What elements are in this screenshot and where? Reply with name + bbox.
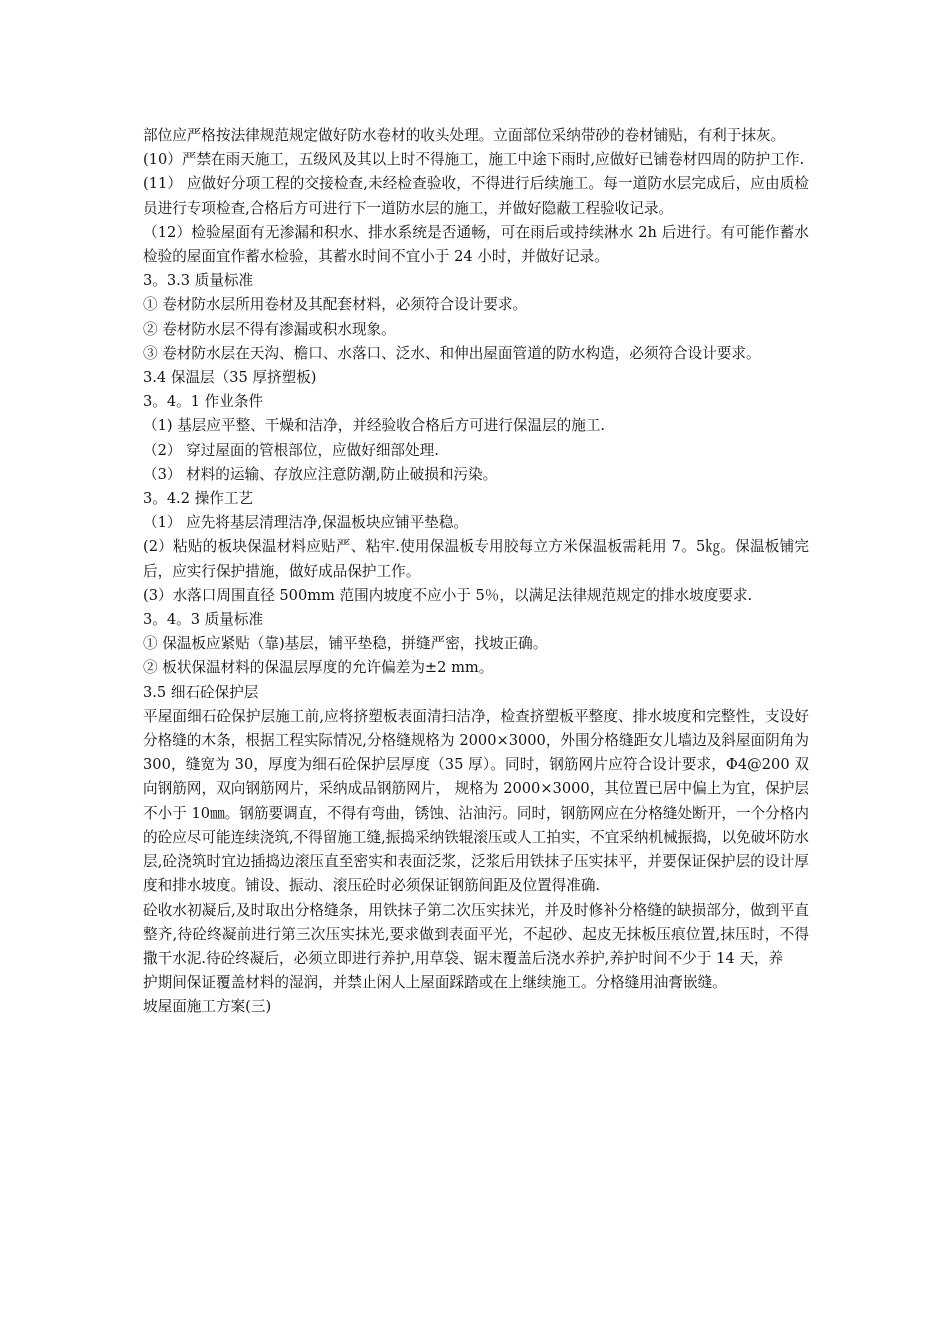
list-item-quality-3: ③ 卷材防水层在天沟、檐口、水落口、泛水、和伸出屋面管道的防水构造，必须符合设计要求。 — [143, 344, 761, 362]
list-item-process-2: (2）粘贴的板块保温材料应贴严、粘牢.使用保温板专用胶每立方米保温板需耗用 7。5㎏。保温板铺完后，应实行保护措施，做好成品保护工作。 — [143, 538, 809, 580]
list-item-condition-2: （2） 穿过屋面的管根部位，应做好细部处理. — [143, 441, 439, 459]
heading-3-4-2: 3。4.2 操作工艺 — [143, 490, 254, 508]
list-item-process-1: （1） 应先将基层清理洁净,保温板块应铺平垫稳。 — [143, 514, 469, 532]
paragraph-roll-end-treatment: 部位应严格按法律规范规定做好防水卷材的收头处理。立面部位采纳带砂的卷材铺贴，有利于抹灰。 — [143, 127, 786, 144]
heading-3-4-3: 3。4。3 质量标准 — [143, 611, 264, 629]
heading-3-5: 3.5 细石砼保护层 — [143, 683, 259, 701]
paragraph-curing: 砼收水初凝后,及时取出分格缝条，用铁抹子第二次压实抹光，并及时修补分格缝的缺损部分，做到平直整齐,待砼终凝前进行第三次压实抹光,要求做到表面平光，不起砂、起皮无抹板压痕位置,抹压时，不得撒干水泥.待砼终凝后，必须立即进行养护,用草袋、锯末覆盖后浇水养护,养护时间不少于 14 天，养 — [143, 901, 809, 967]
list-item-condition-1: （1) 基层应平整、干燥和洁净，并经验收合格后方可进行保温层的施工. — [143, 417, 606, 435]
list-item-insulation-quality-2: ② 板状保温材料的保温层厚度的允许偏差为±2 mm。 — [143, 659, 494, 677]
list-item-condition-3: （3） 材料的运输、存放应注意防潮,防止破损和污染。 — [143, 465, 498, 483]
section-title-slope-roof: 坡屋面施工方案(三) — [143, 998, 272, 1016]
paragraph-protection-layer: 平屋面细石砼保护层施工前,应将挤塑板表面清扫洁净，检查挤塑板平整度、排水坡度和完整性，支设好分格缝的木条，根据工程实际情况,分格缝规格为 2000×3000，外围分格缝距女儿墙边及斜屋面阴角为 300，缝宽为 30，厚度为细石砼保护层厚度（35 厚）。同时，钢筋网片应符合设计要求，Φ4@200 双向钢筋网，双向钢筋网片，采纳成品钢筋网片， 规格为 2000×3000，其位置已居中偏上为宜，保护层不小于 10㎜。钢筋要调直，不得有弯曲，锈蚀、沾油污。同时，钢筋网应在分格缝处断开，一个分格内的砼应尽可能连续浇筑,不得留施工缝,振捣采纳铁辊滚压或人工拍实，不宜采纳机械振捣，以免破坏防水层,砼浇筑时宜边插捣边滚压直至密实和表面泛浆，泛浆后用铁抹子压实抹平，并要保证保护层的设计厚度和排水坡度。铺设、振动、滚压砼时必须保证钢筋间距及位置得准确. — [143, 707, 810, 895]
list-item-quality-2: ② 卷材防水层不得有渗漏或积水现象。 — [143, 320, 396, 338]
list-item-quality-1: ① 卷材防水层所用卷材及其配套材料，必须符合设计要求。 — [143, 296, 528, 314]
paragraph-item-12: （12）检验屋面有无渗漏和积水、排水系统是否通畅，可在雨后或持续淋水 2h 后进行。有可能作蓄水检验的屋面宜作蓄水检验，其蓄水时间不宜小于 24 小时，并做好记录。 — [143, 223, 809, 266]
heading-3-4: 3.4 保温层（35 厚挤塑板) — [143, 369, 317, 387]
paragraph-item-10: (10）严禁在雨天施工，五级风及其以上时不得施工，施工中途下雨时,应做好已铺卷材四周的防护工作. — [143, 151, 805, 169]
heading-3-4-1: 3。4。1 作业条件 — [143, 393, 264, 411]
heading-3-3-3: 3。3.3 质量标准 — [143, 272, 254, 290]
list-item-process-3: (3）水落口周围直径 500mm 范围内坡度不应小于 5％，以满足法律规范规定的排水坡度要求. — [143, 586, 753, 604]
list-item-insulation-quality-1: ① 保温板应紧贴（靠)基层，铺平垫稳，拼缝严密，找坡正确。 — [143, 635, 548, 653]
paragraph-curing-continued: 护期间保证覆盖材料的湿润，并禁止闲人上屋面踩踏或在上继续施工。分格缝用油膏嵌缝。 — [143, 974, 727, 992]
paragraph-item-11: (11） 应做好分项工程的交接检查,未经检查验收，不得进行后续施工。每一道防水层完成后，应由质检员进行专项检查,合格后方可进行下一道防水层的施工，并做好隐蔽工程验收记录。 — [143, 175, 809, 217]
document-body — [143, 124, 809, 1020]
